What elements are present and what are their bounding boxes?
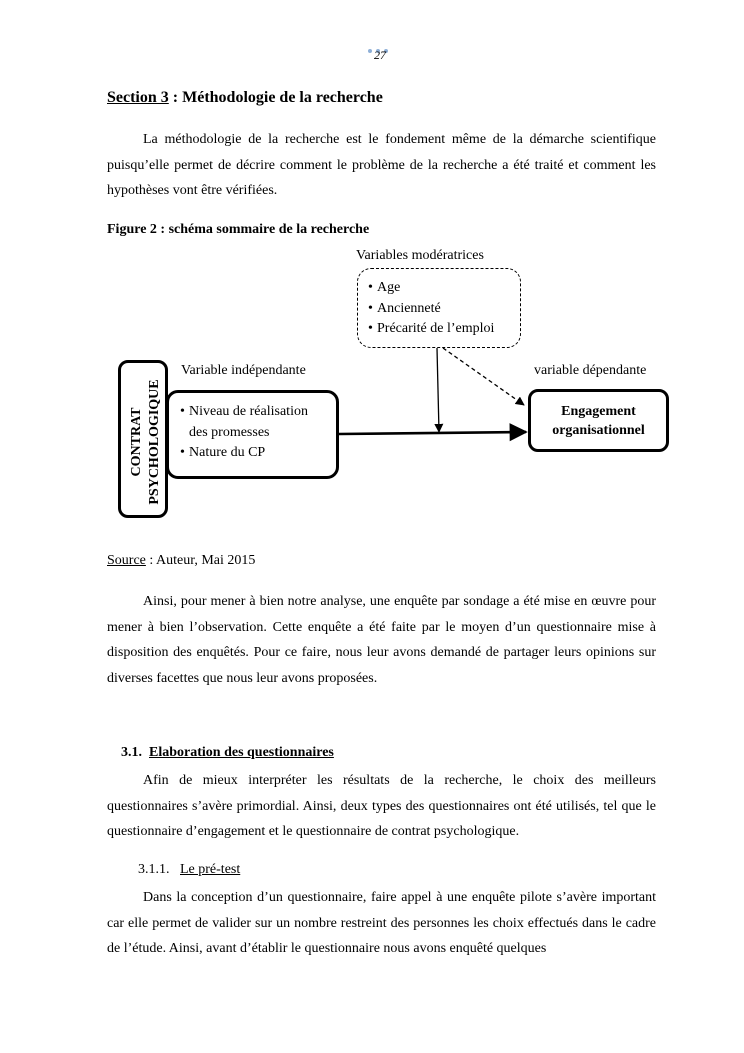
moderators-label: Variables modératrices <box>356 248 484 263</box>
list-item: • Age <box>368 280 401 295</box>
list-item: • Ancienneté <box>368 300 441 316</box>
dependent-box-text: Engagement organisationnel <box>552 403 645 438</box>
subsection-number: 3.1. <box>121 745 142 760</box>
main-arrow <box>339 432 526 434</box>
subsubsection-title: Le pré-test <box>180 862 241 877</box>
page-number: 27 <box>374 48 386 62</box>
intro-paragraph: La méthodologie de la recherche est le fondement même de la démarche scientifique puisqu’elle permet de décrire comment le problème de la recherche a été traité et comment les hypothèses vont être vérifiées. <box>107 132 656 198</box>
section-label: Section 3 <box>107 89 169 106</box>
list-item: • Niveau de réalisation des promesses <box>180 404 308 440</box>
subsection-heading <box>121 745 334 761</box>
paragraph-2: Ainsi, pour mener à bien notre analyse, une enquête par sondage a été mise en œuvre pour mener à bien l’observation. Cette enquête a été faite par le moyen d’un questionnaire mise à disposition des enquêtés. Pour ce faire, nous leur avons demandé de partager leurs opinions sur diverses facettes que nous leur avons proposées. <box>107 594 656 686</box>
list-item: • Nature du CP <box>180 445 266 460</box>
independent-label: Variable indépendante <box>181 363 306 378</box>
moderator-arrow-dashed <box>443 348 524 405</box>
source-text: : Auteur, Mai 2015 <box>145 553 256 568</box>
section-title: : Méthodologie de la recherche <box>168 89 383 106</box>
subsubsection-number: 3.1.1. <box>138 862 170 877</box>
dependent-label: variable dépendante <box>534 363 647 378</box>
subsubsection-heading <box>138 862 240 878</box>
figure-caption: Figure 2 : schéma sommaire de la recherche <box>107 222 370 237</box>
list-item: • Précarité de l’emploi <box>368 321 495 336</box>
paragraph-4: Dans la conception d’un questionnaire, faire appel à une enquête pilote s’avère important car elle permet de valider sur un nombre restreint des personnes les choix effectués dans le cadre de l’étude. Ainsi, avant d’établir le questionnaire nous avons enquêté quelques <box>107 890 656 956</box>
moderator-arrow-vertical <box>437 348 439 432</box>
source-label: Source <box>107 553 146 568</box>
figure-source <box>107 553 255 569</box>
side-label: CONTRAT PSYCHOLOGIQUE <box>129 379 162 505</box>
paragraph-3: Afin de mieux interpréter les résultats de la recherche, le choix des meilleurs questionnaires s’avère primordial. Ainsi, deux types des questionnaires ont été utilisés, tel que le questionnaire d’engagement et le questionnaire de contrat psychologique. <box>107 773 656 839</box>
subsection-title: Elaboration des questionnaires <box>149 745 334 760</box>
